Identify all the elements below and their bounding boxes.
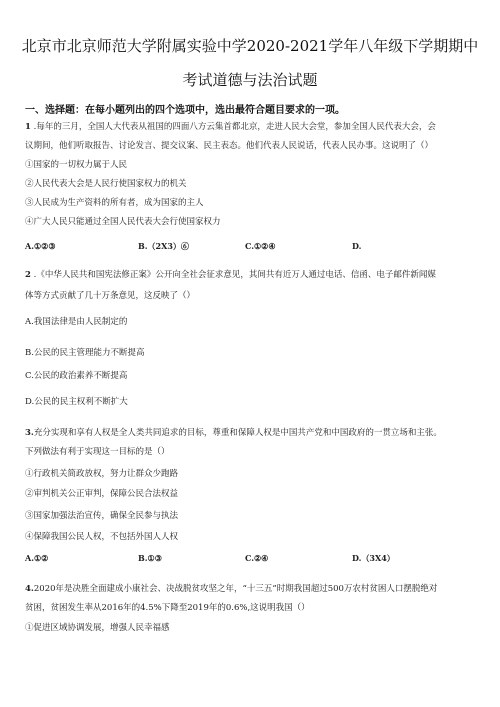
q4-statement-1: ①促进区域协调发展，增强人民幸福感 [25,623,170,633]
q3-stem-text1: 充分实现和享有人权是全人类共同追求的目标，尊重和保障人权是中国共产党和中国政府的一贯立场和主张。 [33,428,442,438]
q4-stem-line2: 贫困，贫困发生率从2016年的4.5%下降至2019年的0.6%,这说明我国（） [25,603,310,613]
q4-stem-line1 [25,583,437,595]
q3-option-c[interactable]: C.②④ [245,553,269,563]
q3-statement-4: ④保障我国公民人权，不包括外国人人权 [25,532,179,542]
q3-number: 3. [25,428,34,438]
q1-option-d[interactable]: D. [352,241,362,251]
q1-statement-2: ②人民代表大会是人民行使国家权力的机关 [25,179,187,189]
q3-statement-2: ②审判机关公正审判，保障公民合法权益 [25,489,179,499]
q1-number: 1 [25,122,31,132]
q2-option-c[interactable]: C.公民的政治素养不断提高 [25,371,128,381]
q2-option-a[interactable]: A.我国法律是由人民制定的 [25,317,128,327]
q1-statement-3: ③人民成为生产资料的所有者，成为国家的主人 [25,198,204,208]
q4-stem-text1: 2020年是决胜全面建成小康社会、决战脱贫攻坚之年，“十三五”时期我国超过500万农村贫困人口摆脱绝对 [33,584,438,594]
q2-number: 2 [25,270,31,280]
q3-statement-1: ①行政机关简政放权，努力让群众少跑路 [25,469,179,479]
q2-stem-line2: 体等方式贡献了几十万条意见，这反映了（） [25,291,196,301]
q4-number: 4. [25,584,34,594]
q2-stem-text1: .《中华人民共和国宪法修正案》公开向全社会征求意见，其间共有近万人通过电话、信函、电子邮件新闻媒 [33,270,436,280]
q1-option-c[interactable]: C.①②④ [245,241,276,251]
q2-option-d[interactable]: D.公民的民主权利不断扩大 [25,397,128,407]
exam-title-line1: 北京市北京师范大学附属实验中学2020-2021学年八年级下学期期中 [21,37,479,55]
exam-title-line2: 考试道德与法治试题 [182,71,318,89]
q1-stem-line2: 议期间，他们听取报告、讨论发言、提交议案、民主表态。他们代表人民说话，代表人民办事。这说明了（） [25,141,434,151]
q3-option-d[interactable]: D.（3X4） [352,553,395,563]
q3-option-b[interactable]: B.①③ [138,553,162,563]
q1-option-a[interactable]: A.①②③ [25,241,56,251]
q3-stem-line2: 下列做法有利于实现这一目标的是（） [25,447,170,457]
q3-option-a[interactable]: A.①② [25,553,49,563]
q1-stem-text1: .每年的三月，全国人大代表从祖国的四面八方云集首都北京，走进人民大会堂，参加全国人民代表大会，会 [33,122,436,132]
q1-stem-line1 [25,121,436,133]
q1-statement-4: ④广大人民只能通过全国人民代表大会行使国家权力 [25,217,221,227]
q3-stem-line1 [25,427,442,439]
section-heading: 一、选择题：在每小题列出的四个选项中，选出最符合题目要求的一项。 [25,105,345,116]
q2-stem-line1 [25,269,436,281]
q1-option-b[interactable]: B.（2X3）⑥ [138,241,189,251]
q2-option-b[interactable]: B.公民的民主管理能力不断提高 [25,348,145,358]
q3-statement-3: ③国家加强法治宣传，确保全民参与执法 [25,511,179,521]
q1-statement-1: ①国家的一切权力属于人民 [25,160,128,170]
